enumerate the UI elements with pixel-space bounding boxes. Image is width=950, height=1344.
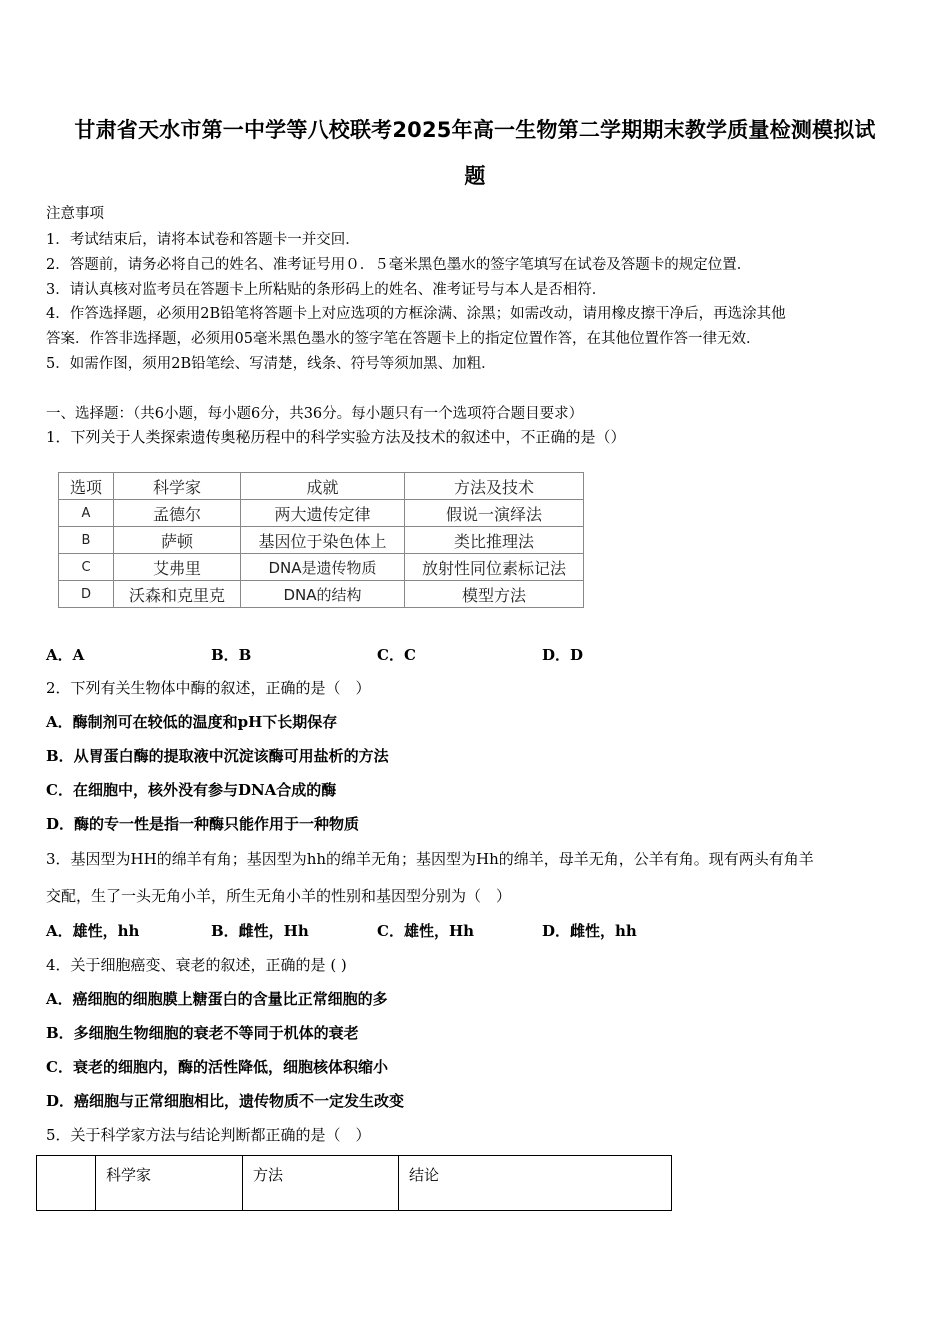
question-1-stem: 1．下列关于人类探索遗传奥秘历程中的科学实验方法及技术的叙述中，不正确的是（）: [46, 428, 626, 446]
table-cell: 沃森和克里克: [114, 581, 241, 608]
option-b[interactable]: B．雌性，Hh: [211, 922, 309, 940]
option-b[interactable]: B．多细胞生物细胞的衰老不等同于机体的衰老: [46, 1024, 359, 1042]
option-c[interactable]: C．衰老的细胞内，酶的活性降低，细胞核体积缩小: [46, 1058, 388, 1076]
table-cell: DNA的结构: [241, 581, 405, 608]
table-cell: A: [59, 500, 114, 527]
table-cell: D: [59, 581, 114, 608]
table-row: [59, 500, 584, 527]
table-cell: 艾弗里: [114, 554, 241, 581]
option-d[interactable]: D．酶的专一性是指一种酶只能作用于一种物质: [46, 815, 360, 833]
table-cell: 孟德尔: [114, 500, 241, 527]
notice-item: 2．答题前，请务必将自己的姓名、准考证号用０．５毫米黑色墨水的签字笔填写在试卷及答题卡的规定位置．: [46, 257, 752, 273]
notice-item: 答案．作答非选择题，必须用05毫米黑色墨水的签字笔在答题卡上的指定位置作答，在其他位置作答一律无效．: [46, 331, 761, 347]
notice-item: 5．如需作图，须用2B铅笔绘、写清楚，线条、符号等须加黑、加粗．: [46, 356, 496, 372]
table-cell: 假说一演绎法: [405, 500, 584, 527]
section-heading: 一、选择题：（共6小题，每小题6分，共36分。每小题只有一个选项符合题目要求）: [46, 406, 584, 422]
question-4-stem: 4．关于细胞癌变、衰老的叙述，正确的是 ( ): [46, 956, 347, 974]
question-1-table: [58, 472, 584, 608]
table-cell: 基因位于染色体上: [241, 527, 405, 554]
question-2-stem: 2．下列有关生物体中酶的叙述，正确的是（ ）: [46, 679, 371, 697]
table-cell: C: [59, 554, 114, 581]
option-a[interactable]: A．癌细胞的细胞膜上糖蛋白的含量比正常细胞的多: [46, 990, 388, 1008]
notice-item: 4．作答选择题，必须用2B铅笔将答题卡上对应选项的方框涂满、涂黑；如需改动，请用橡皮擦干净后，再选涂其他: [46, 306, 786, 322]
table-header-cell: 选项: [59, 473, 114, 500]
table-header-row: [59, 473, 584, 500]
page-title-continued: 题: [464, 164, 486, 188]
table-header-row: [37, 1156, 672, 1211]
table-header-cell: 方法: [243, 1156, 399, 1211]
option-d[interactable]: D．癌细胞与正常细胞相比，遗传物质不一定发生改变: [46, 1092, 405, 1110]
question-3-stem-continued: 交配，生了一头无角小羊，所生无角小羊的性别和基因型分别为（ ）: [46, 887, 512, 905]
option-b[interactable]: B．B: [211, 646, 252, 664]
option-c[interactable]: C．雄性，Hh: [377, 922, 475, 940]
table-cell: 类比推理法: [405, 527, 584, 554]
option-c[interactable]: C．C: [377, 646, 416, 664]
option-d[interactable]: D．D: [542, 646, 584, 664]
notice-item: 1．考试结束后，请将本试卷和答题卡一并交回．: [46, 232, 360, 248]
option-a[interactable]: A．A: [46, 646, 85, 664]
notice-heading: 注意事项: [46, 206, 104, 222]
table-row: [59, 527, 584, 554]
table-cell: DNA是遗传物质: [241, 554, 405, 581]
table-cell: 模型方法: [405, 581, 584, 608]
table-header-cell: 科学家: [114, 473, 241, 500]
option-b[interactable]: B．从胃蛋白酶的提取液中沉淀该酶可用盐析的方法: [46, 747, 389, 765]
option-a[interactable]: A．酶制剂可在较低的温度和pH下长期保存: [46, 713, 338, 731]
table-cell: B: [59, 527, 114, 554]
option-c[interactable]: C．在细胞中，核外没有参与DNA合成的酶: [46, 781, 337, 799]
table-header-cell: [37, 1156, 96, 1211]
question-5-table: [36, 1155, 672, 1211]
option-a[interactable]: A．雄性，hh: [46, 922, 140, 940]
table-cell: 萨顿: [114, 527, 241, 554]
table-cell: 两大遗传定律: [241, 500, 405, 527]
question-3-stem: 3．基因型为HH的绵羊有角；基因型为hh的绵羊无角；基因型为Hh的绵羊，母羊无角，公羊有角。现有两头有角羊: [46, 850, 814, 868]
table-row: [59, 554, 584, 581]
table-header-cell: 方法及技术: [405, 473, 584, 500]
question-5-stem: 5．关于科学家方法与结论判断都正确的是（ ）: [46, 1126, 371, 1144]
option-d[interactable]: D．雌性，hh: [542, 922, 637, 940]
table-cell: 放射性同位素标记法: [405, 554, 584, 581]
table-header-cell: 科学家: [96, 1156, 243, 1211]
notice-item: 3．请认真核对监考员在答题卡上所粘贴的条形码上的姓名、准考证号与本人是否相符．: [46, 282, 607, 298]
table-header-cell: 结论: [399, 1156, 672, 1211]
page-title: 甘肃省天水市第一中学等八校联考2025年高一生物第二学期期末教学质量检测模拟试: [74, 118, 876, 142]
table-header-cell: 成就: [241, 473, 405, 500]
table-row: [59, 581, 584, 608]
